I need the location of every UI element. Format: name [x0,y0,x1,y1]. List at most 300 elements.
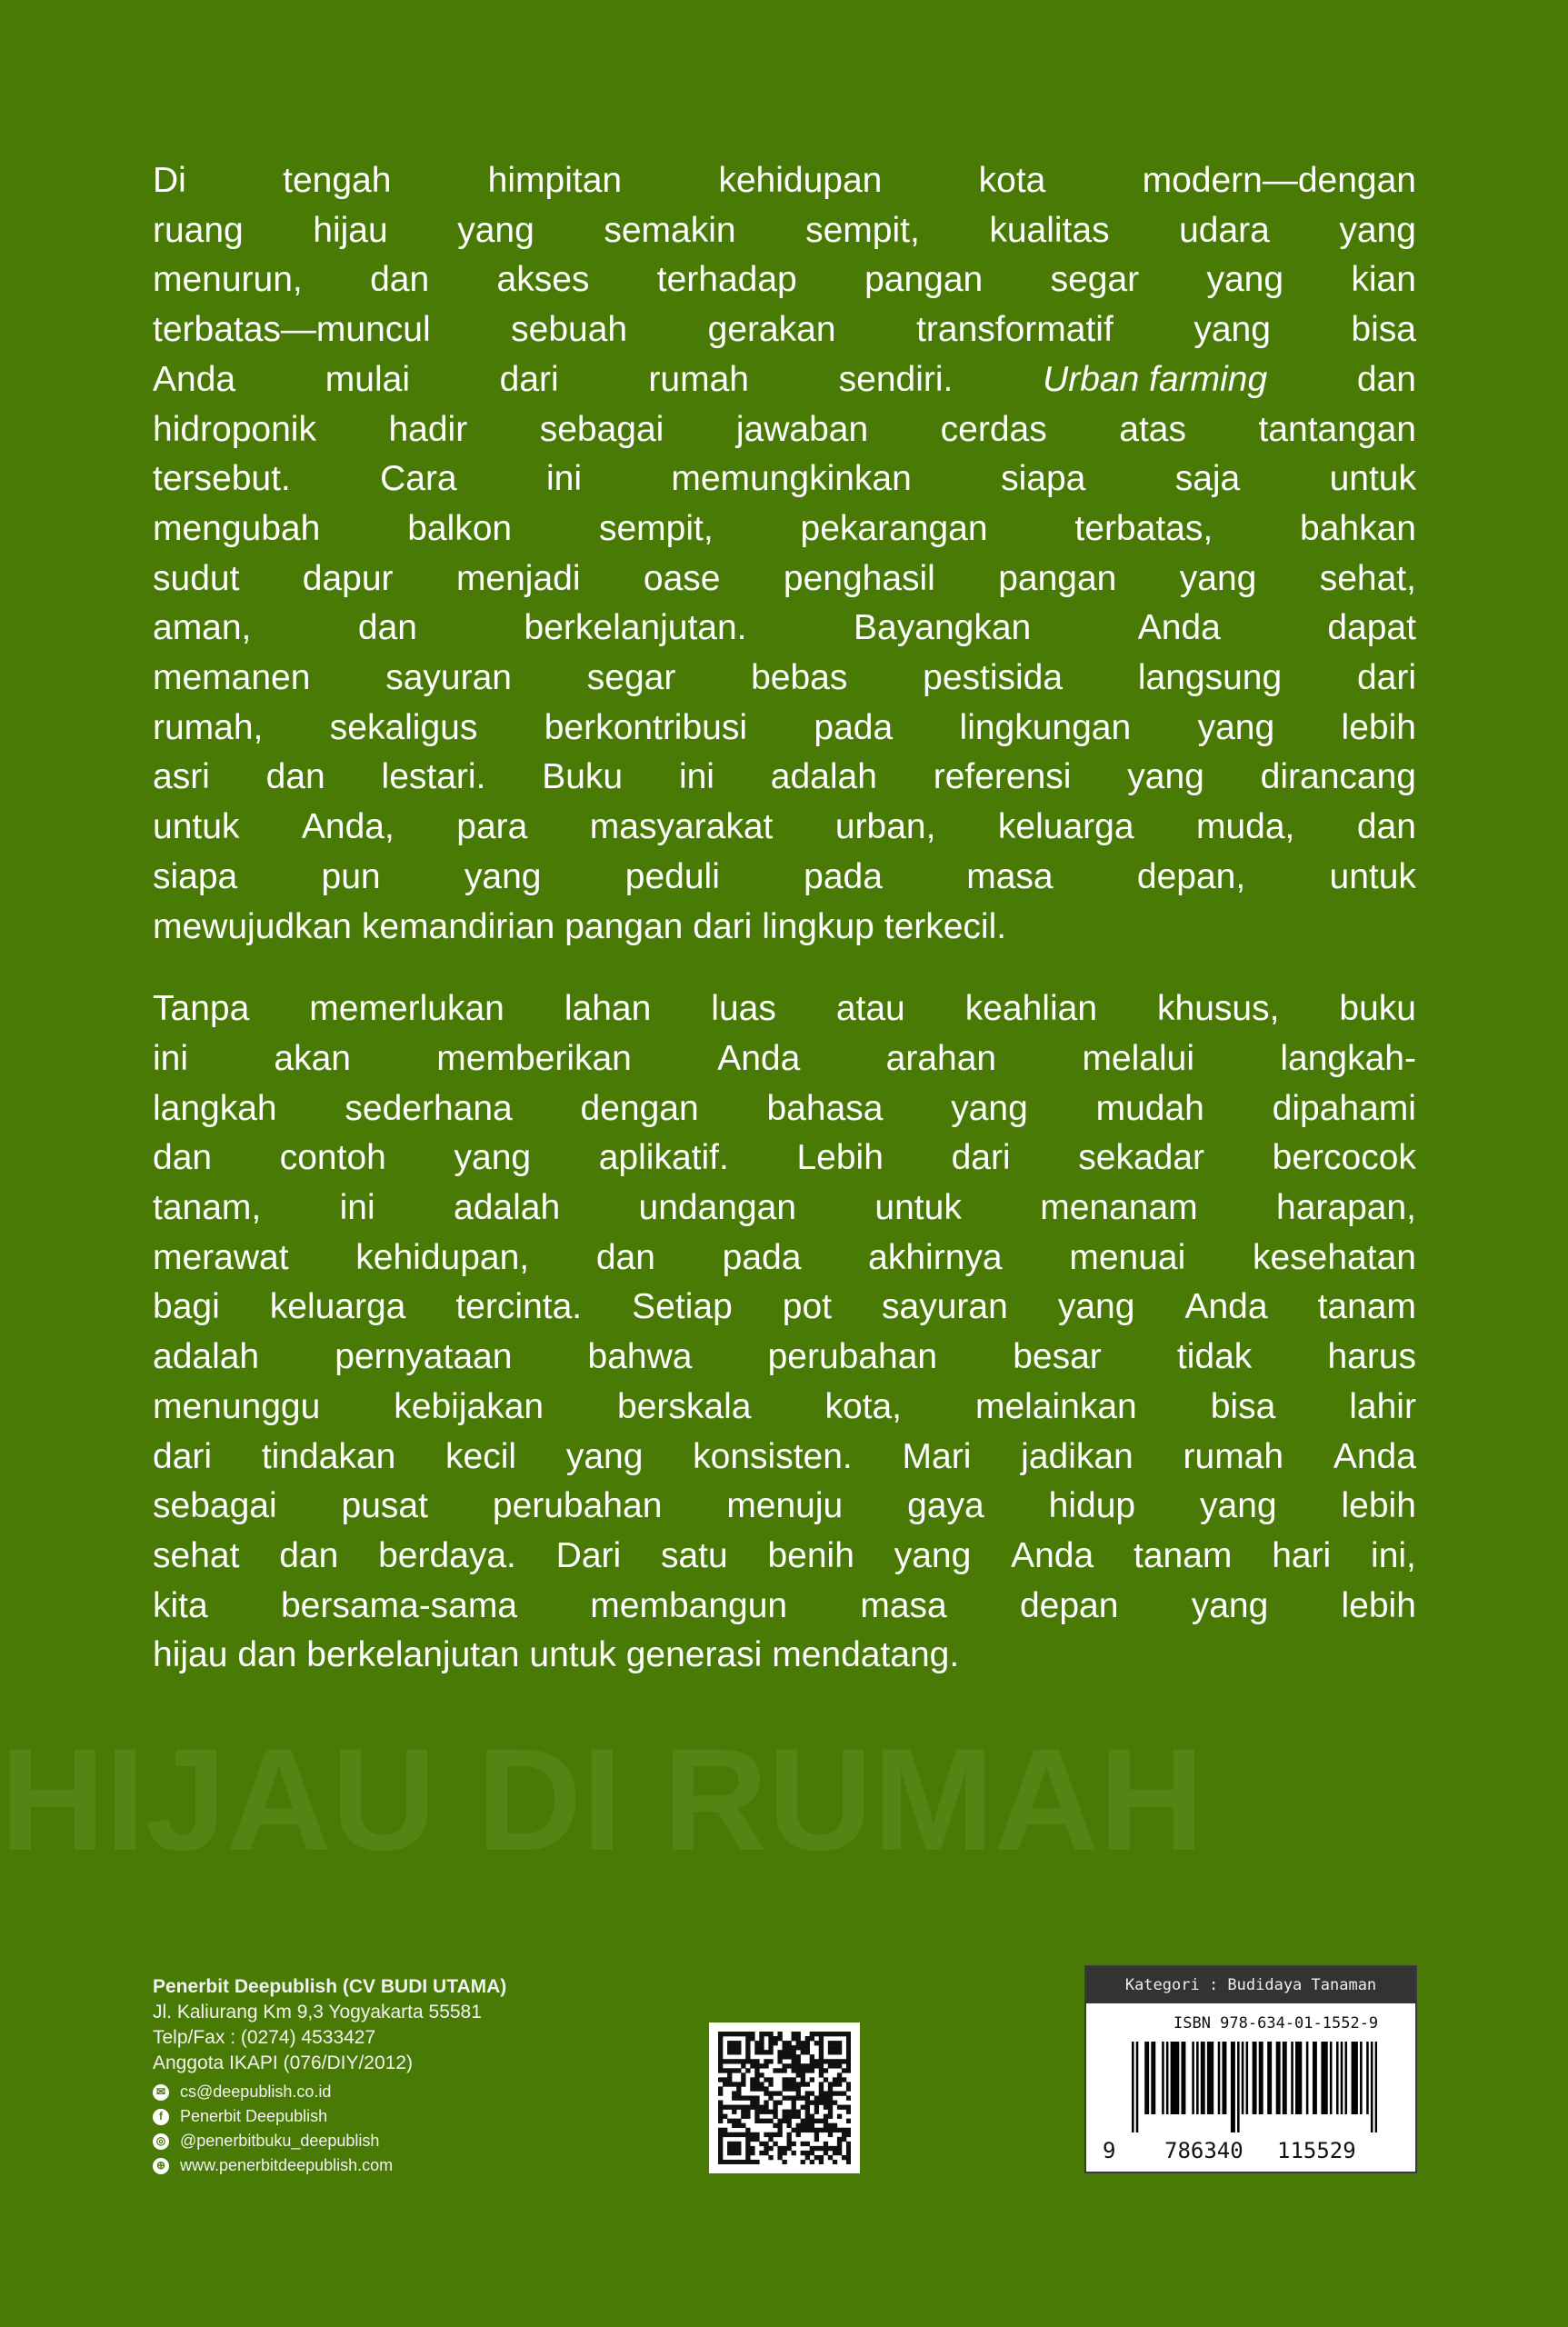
qr-module [745,2041,750,2045]
qr-module [759,2151,764,2155]
qr-module [819,2095,824,2100]
qr-module [745,2151,750,2155]
barcode-bar [1259,2042,1262,2114]
qr-module [833,2041,837,2045]
qr-module [837,2137,842,2142]
qr-module [846,2151,851,2155]
qr-module [750,2086,754,2091]
qr-module [773,2068,777,2072]
qr-module [792,2045,796,2050]
qr-module [745,2155,750,2160]
qr-module [792,2054,796,2059]
qr-module [787,2114,792,2119]
qr-module [727,2077,732,2082]
qr-module [796,2086,801,2091]
qr-module [787,2086,792,2091]
qr-module [777,2155,782,2160]
text-line: asri dan lestari. Buku ini adalah referensi yang dirancang [153,757,1416,797]
qr-module [842,2068,846,2072]
qr-module [727,2119,732,2123]
qr-module [828,2041,833,2045]
qr-module [814,2059,819,2063]
qr-module [764,2146,768,2151]
qr-module [814,2137,819,2142]
social-link[interactable] [153,2153,662,2178]
qr-module [768,2110,773,2114]
qr-module [810,2036,814,2041]
qr-module [796,2059,801,2063]
qr-module [745,2032,750,2036]
qr-module [796,2032,801,2036]
qr-module [805,2105,810,2110]
qr-module [718,2160,723,2164]
qr-module [787,2119,792,2123]
text-line: mewujudkan kemandirian pangan dari lingkup terkecil. [153,906,1007,946]
qr-module [727,2142,732,2146]
barcode-bar [1203,2042,1205,2114]
barcode-bar [1177,2042,1180,2114]
qr-module [741,2110,745,2114]
barcode-digit-first: 9 [1103,2138,1116,2163]
qr-module [792,2082,796,2086]
qr-module [824,2077,828,2082]
qr-module [846,2054,851,2059]
qr-module [723,2132,727,2137]
barcode-bar [1267,2042,1270,2114]
qr-module [824,2142,828,2146]
qr-module [732,2146,736,2151]
barcode-bar [1136,2042,1139,2132]
qr-module [736,2059,741,2063]
qr-module [782,2054,786,2059]
qr-module [828,2045,833,2050]
qr-module [833,2151,837,2155]
qr-module [768,2032,773,2036]
text-line: Tanpa memerlukan lahan luas atau keahlian khusus, buku [153,989,1416,1029]
qr-module [787,2045,792,2050]
qr-module [745,2059,750,2063]
qr-module [777,2059,782,2063]
qr-module [837,2077,842,2082]
qr-module [782,2086,786,2091]
qr-module [736,2142,741,2146]
qr-module [819,2045,824,2050]
barcode-bar [1355,2042,1358,2114]
qr-module [796,2036,801,2041]
qr-module [828,2086,833,2091]
qr-module [828,2123,833,2128]
qr-module [727,2151,732,2155]
qr-module [718,2045,723,2050]
qr-module [828,2091,833,2095]
qr-module [819,2054,824,2059]
qr-module [732,2142,736,2146]
qr-module [732,2041,736,2045]
qr-module [810,2146,814,2151]
qr-module [782,2151,786,2155]
qr-module [768,2036,773,2041]
qr-module [736,2123,741,2128]
qr-module [846,2050,851,2054]
qr-module [801,2050,805,2054]
isbn-barcode-box [1084,1965,1417,2173]
qr-module [764,2101,768,2105]
qr-module [759,2110,764,2114]
qr-module [796,2091,801,2095]
qr-module [846,2146,851,2151]
qr-module [810,2101,814,2105]
qr-module [759,2072,764,2077]
text-line: menurun, dan akses terhadap pangan segar yang kian [153,260,1416,300]
qr-module [814,2155,819,2160]
qr-module [846,2086,851,2091]
qr-module [782,2068,786,2072]
qr-module [732,2160,736,2164]
qr-module [754,2137,759,2142]
qr-module [833,2160,837,2164]
barcode-bars [1132,2042,1377,2132]
qr-module [764,2119,768,2123]
barcode-bar [1297,2042,1300,2114]
qr-module [764,2142,768,2146]
barcode-bar [1132,2042,1134,2132]
qr-module [824,2114,828,2119]
qr-module [819,2160,824,2164]
barcode-bar [1276,2042,1279,2114]
barcode-bar [1360,2042,1363,2114]
qr-module [773,2110,777,2114]
qr-module [819,2041,824,2045]
qr-module [754,2063,759,2068]
qr-module [819,2059,824,2063]
social-links [153,2080,662,2178]
qr-module [754,2045,759,2050]
qr-module [792,2151,796,2155]
qr-module [801,2151,805,2155]
qr-module [718,2077,723,2082]
qr-module [837,2063,842,2068]
qr-module [745,2036,750,2041]
qr-module [837,2050,842,2054]
qr-module [777,2123,782,2128]
qr-module [833,2077,837,2082]
qr-module [754,2110,759,2114]
qr-module [727,2045,732,2050]
qr-module [833,2032,837,2036]
qr-module [777,2119,782,2123]
qr-module [768,2059,773,2063]
qr-module [754,2082,759,2086]
qr-module [805,2114,810,2119]
qr-module [777,2101,782,2105]
qr-module [764,2050,768,2054]
qr-module [750,2059,754,2063]
qr-module [787,2132,792,2137]
text-line: bagi keluarga tercinta. Setiap pot sayuran yang Anda tanam [153,1287,1416,1327]
qr-module [814,2132,819,2137]
qr-module [796,2082,801,2086]
qr-module [787,2041,792,2045]
qr-module [782,2082,786,2086]
qr-module [723,2077,727,2082]
publisher-membership: Anggota IKAPI (076/DIY/2012) [153,2052,414,2073]
qr-module [846,2155,851,2160]
qr-module [819,2128,824,2132]
barcode-bar [1237,2042,1240,2132]
qr-module [801,2077,805,2082]
qr-module [810,2077,814,2082]
text-line: mengubah balkon sempit, pekarangan terbatas, bahkan [153,508,1416,548]
qr-module [837,2072,842,2077]
text-line: menunggu kebijakan berskala kota, melainkan bisa lahir [153,1386,1416,1426]
qr-module [741,2095,745,2100]
qr-module [824,2151,828,2155]
qr-module [846,2095,851,2100]
qr-module [741,2123,745,2128]
qr-module [810,2091,814,2095]
qr-module [773,2041,777,2045]
qr-module [718,2036,723,2041]
qr-module [805,2068,810,2072]
qr-module [787,2095,792,2100]
qr-module [782,2045,786,2050]
social-link[interactable] [153,2080,662,2104]
qr-module [759,2045,764,2050]
barcode-bar [1325,2042,1328,2114]
barcode-bar [1183,2042,1186,2114]
qr-module [732,2059,736,2063]
qr-module [810,2032,814,2036]
qr-module [796,2132,801,2137]
web-icon: ⊕ [153,2158,169,2174]
qr-module [727,2041,732,2045]
qr-module [764,2032,768,2036]
qr-module [801,2160,805,2164]
qr-module [824,2059,828,2063]
qr-module [824,2146,828,2151]
qr-module [718,2151,723,2155]
qr-module [732,2123,736,2128]
qr-module [846,2036,851,2041]
qr-module [745,2105,750,2110]
qr-module [792,2114,796,2119]
qr-module [768,2155,773,2160]
qr-module [801,2068,805,2072]
qr-module [754,2095,759,2100]
text-line: tersebut. Cara ini memungkinkan siapa saja untuk [153,459,1416,499]
qr-module [741,2105,745,2110]
qr-module [754,2101,759,2105]
qr-module [723,2128,727,2132]
qr-module [814,2110,819,2114]
qr-module [736,2095,741,2100]
qr-module [796,2095,801,2100]
barcode-bar [1144,2042,1147,2114]
qr-module [814,2105,819,2110]
qr-module [819,2119,824,2123]
qr-module [718,2155,723,2160]
qr-module [750,2160,754,2164]
barcode-digits-left: 786340 [1164,2138,1243,2163]
qr-module [750,2095,754,2100]
qr-module [782,2119,786,2123]
qr-module [837,2045,842,2050]
qr-module [750,2146,754,2151]
qr-module [754,2059,759,2063]
qr-module [732,2095,736,2100]
qr-module [824,2119,828,2123]
qr-module [819,2072,824,2077]
qr-module [736,2050,741,2054]
text-line: hidroponik hadir sebagai jawaban cerdas atas tantangan [153,409,1416,449]
qr-module [718,2132,723,2137]
qr-module [754,2077,759,2082]
qr-module [745,2142,750,2146]
qr-module [787,2077,792,2082]
qr-module [805,2036,810,2041]
qr-module [723,2105,727,2110]
barcode-bar [1344,2042,1347,2114]
qr-module [777,2146,782,2151]
qr-module [773,2091,777,2095]
qr-module [792,2095,796,2100]
barcode-bar [1242,2042,1244,2114]
qr-module [837,2041,842,2045]
qr-module [805,2041,810,2045]
qr-module [828,2105,833,2110]
barcode-bar [1224,2042,1227,2114]
social-link[interactable] [153,2104,662,2129]
qr-module [837,2128,842,2132]
qr-module [732,2068,736,2072]
qr-module [819,2036,824,2041]
qr-module [846,2059,851,2063]
qr-module [828,2032,833,2036]
qr-module [792,2101,796,2105]
category-label: Kategori : Budidaya Tanaman [1086,1967,1415,2003]
qr-module [828,2101,833,2105]
qr-module [824,2032,828,2036]
qr-module [792,2105,796,2110]
qr-module [727,2146,732,2151]
qr-module [805,2142,810,2146]
qr-module [754,2050,759,2054]
text-line: adalah pernyataan bahwa perubahan besar tidak harus [153,1337,1416,1377]
qr-module [718,2059,723,2063]
text-line: memanen sayuran segar bebas pestisida langsung dari [153,658,1416,698]
qr-module [805,2119,810,2123]
qr-module [750,2137,754,2142]
qr-module [846,2041,851,2045]
qr-module [819,2101,824,2105]
qr-module [819,2155,824,2160]
qr-module [805,2091,810,2095]
barcode-bar [1201,2042,1203,2114]
qr-module [745,2114,750,2119]
barcode-bar [1231,2042,1233,2132]
qr-module [759,2082,764,2086]
qr-module [745,2045,750,2050]
qr-module [782,2041,786,2045]
social-link[interactable] [153,2129,662,2153]
qr-module [796,2054,801,2059]
qr-module [718,2086,723,2091]
qr-module [736,2068,741,2072]
barcode-bar [1341,2042,1343,2114]
qr-module [837,2114,842,2119]
qr-module [741,2132,745,2137]
qr-module [764,2086,768,2091]
text-line: siapa pun yang peduli pada masa depan, untuk [153,856,1416,896]
facebook-icon: f [153,2109,169,2125]
qr-module [736,2082,741,2086]
qr-module [732,2050,736,2054]
qr-module [768,2119,773,2123]
qr-module [754,2105,759,2110]
qr-module [745,2050,750,2054]
qr-code[interactable] [709,2022,860,2173]
qr-module [792,2036,796,2041]
qr-module [768,2132,773,2137]
qr-module [846,2045,851,2050]
qr-module [750,2032,754,2036]
qr-module [754,2041,759,2045]
qr-module [824,2101,828,2105]
qr-module [846,2128,851,2132]
qr-module [805,2095,810,2100]
qr-module [777,2128,782,2132]
qr-module [814,2101,819,2105]
qr-module [828,2050,833,2054]
qr-module [741,2082,745,2086]
barcode-bar [1375,2042,1377,2132]
qr-module [736,2132,741,2137]
qr-module [727,2059,732,2063]
qr-module [718,2114,723,2119]
qr-module [801,2123,805,2128]
qr-module [745,2110,750,2114]
text-line: Anda mulai dari rumah sendiri. Urban farming dan [153,355,1416,405]
qr-module [745,2132,750,2137]
qr-module [750,2077,754,2082]
barcode-bar [1291,2042,1293,2114]
social-text: www.penerbitdeepublish.com [180,2156,394,2174]
qr-module [718,2110,723,2114]
qr-module [787,2142,792,2146]
qr-module [810,2151,814,2155]
qr-module [723,2160,727,2164]
qr-module [768,2091,773,2095]
qr-module [819,2068,824,2072]
qr-module [787,2050,792,2054]
qr-module [741,2032,745,2036]
qr-module [814,2063,819,2068]
barcode-bar [1254,2042,1257,2114]
email-icon: ✉ [153,2084,169,2101]
qr-module [754,2119,759,2123]
text-line: langkah sederhana dengan bahasa yang mudah dipahami [153,1088,1416,1128]
qr-module [787,2123,792,2128]
qr-module [819,2146,824,2151]
qr-module [736,2146,741,2151]
text-line: ini akan memberikan Anda arahan melalui langkah- [153,1038,1416,1078]
barcode-bar [1222,2042,1224,2114]
text-line: tanam, ini adalah undangan untuk menanam harapan, [153,1188,1416,1228]
qr-module [796,2045,801,2050]
qr-module [810,2119,814,2123]
qr-module [801,2041,805,2045]
qr-module [837,2032,842,2036]
